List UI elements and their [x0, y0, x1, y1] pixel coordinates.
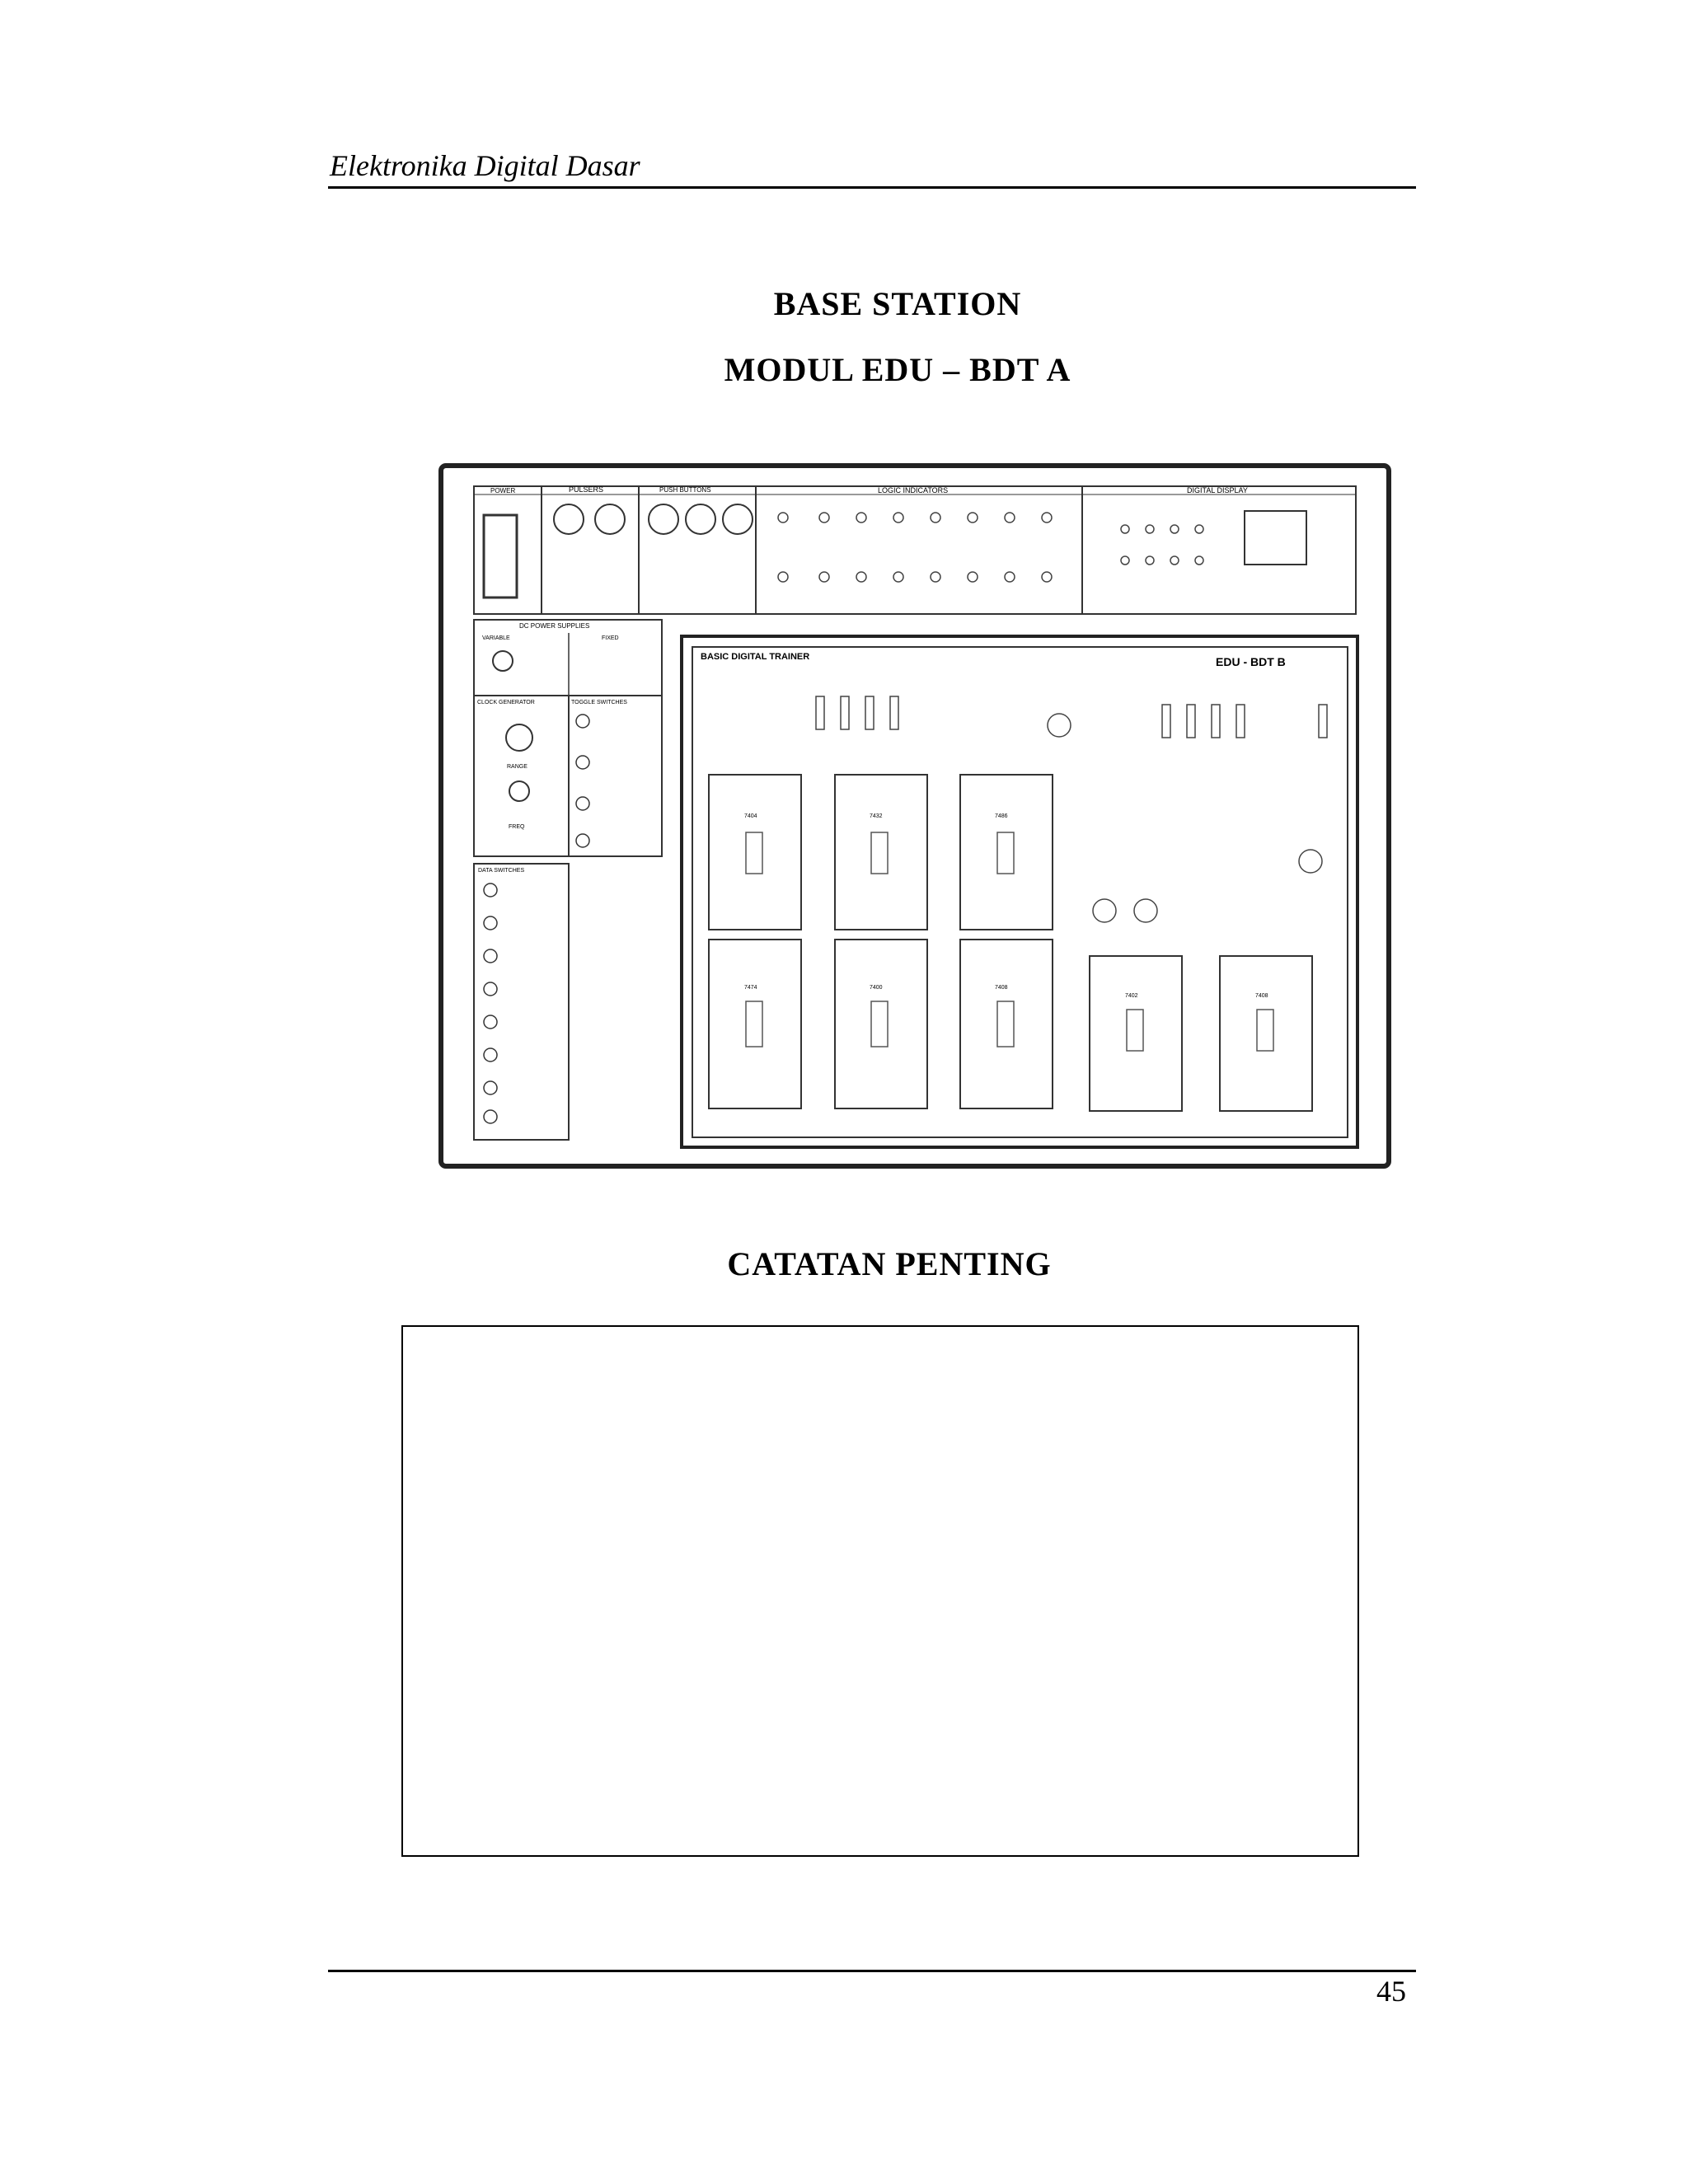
svg-text:7404: 7404 — [744, 813, 757, 819]
svg-text:DC POWER SUPPLIES: DC POWER SUPPLIES — [519, 622, 590, 630]
svg-text:7486: 7486 — [995, 813, 1008, 819]
svg-text:FREQ: FREQ — [509, 824, 525, 830]
svg-text:POWER: POWER — [490, 487, 516, 494]
notes-heading: CATATAN PENTING — [727, 1245, 1052, 1282]
page-title: BASE STATION — [773, 285, 1022, 322]
svg-text:LOGIC INDICATORS: LOGIC INDICATORS — [878, 486, 949, 494]
page-subtitle: MODUL EDU – BDT A — [724, 351, 1071, 388]
svg-text:7400: 7400 — [870, 985, 883, 991]
trainer-board-figure — [367, 412, 1447, 1195]
svg-text:7474: 7474 — [744, 985, 757, 991]
svg-text:7408: 7408 — [995, 985, 1008, 991]
svg-text:CLOCK GENERATOR: CLOCK GENERATOR — [477, 700, 535, 705]
svg-text:7402: 7402 — [1125, 993, 1138, 999]
page-number: 45 — [1376, 1975, 1406, 2008]
svg-text:7432: 7432 — [870, 813, 883, 819]
svg-text:DATA SWITCHES: DATA SWITCHES — [478, 868, 525, 874]
trainer-board-drawing — [367, 412, 1447, 1195]
svg-text:EDU - BDT B: EDU - BDT B — [1216, 655, 1286, 668]
running-header: Elektronika Digital Dasar — [330, 149, 640, 182]
svg-text:BASIC DIGITAL TRAINER: BASIC DIGITAL TRAINER — [701, 652, 810, 662]
header-rule — [328, 186, 1416, 189]
svg-text:PUSH BUTTONS: PUSH BUTTONS — [659, 486, 711, 494]
svg-text:7408: 7408 — [1255, 993, 1268, 999]
svg-text:RANGE: RANGE — [507, 764, 528, 770]
svg-text:VARIABLE: VARIABLE — [482, 635, 510, 641]
footer-rule — [328, 1970, 1416, 1972]
svg-text:FIXED: FIXED — [602, 635, 619, 641]
svg-text:TOGGLE SWITCHES: TOGGLE SWITCHES — [571, 700, 627, 705]
notes-box — [401, 1325, 1359, 1857]
svg-text:PULSERS: PULSERS — [569, 485, 604, 494]
svg-text:DIGITAL DISPLAY: DIGITAL DISPLAY — [1187, 486, 1248, 494]
